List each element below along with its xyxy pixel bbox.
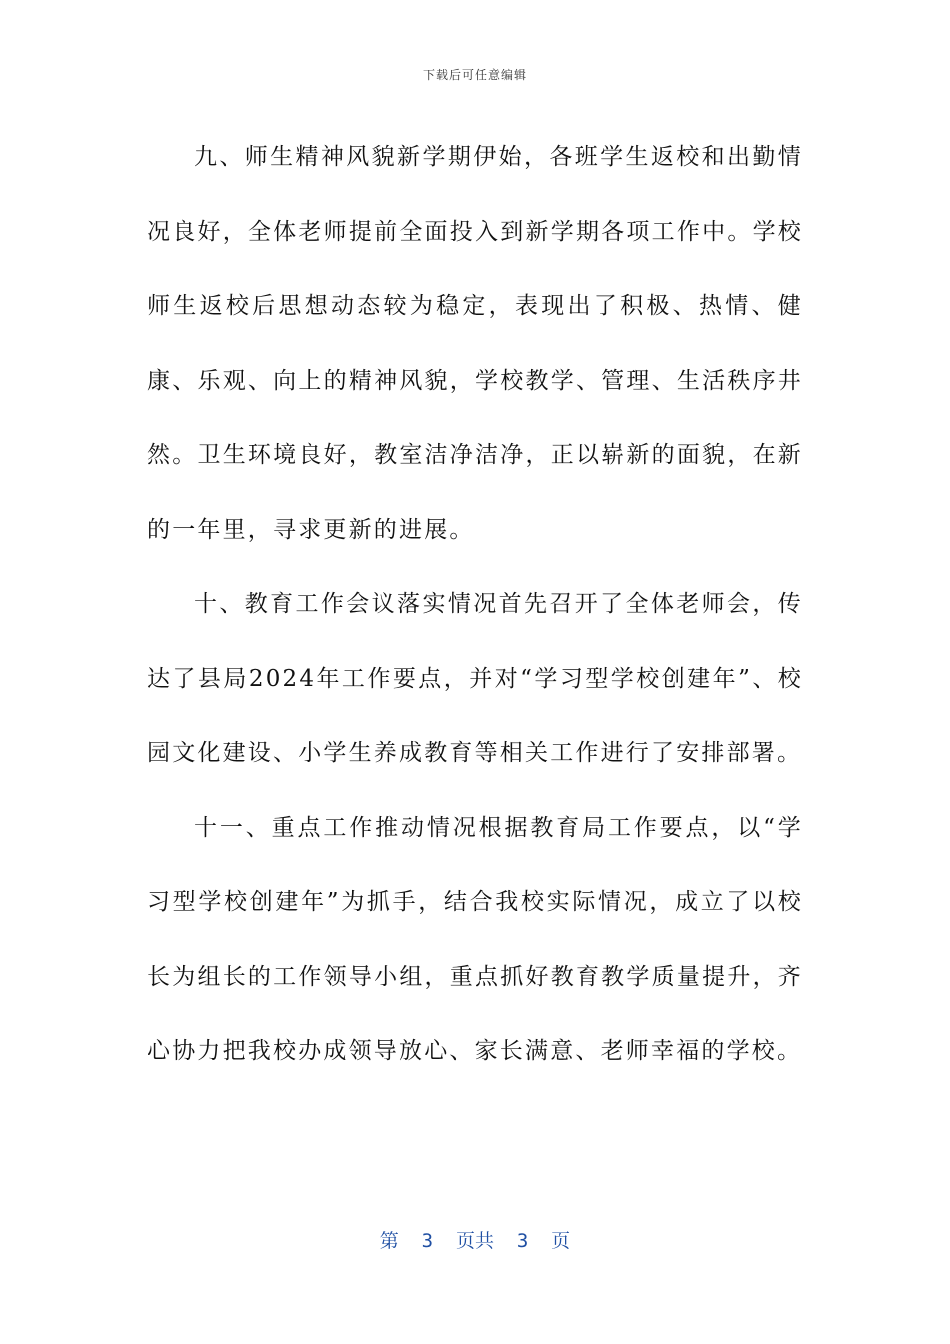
- paragraph-11-key-work-progress: 十一、重点工作推动情况根据教育局工作要点，以“学习型学校创建年”为抓手，结合我校实际情况，成立了以校长为组长的工作领导小组，重点抓好教育教学质量提升，齐心协力把我校办成领导放心、家长满意、老师幸福的学校。: [147, 814, 803, 1064]
- paragraph-10-meeting-implementation: 十、教育工作会议落实情况首先召开了全体老师会，传达了县局2024年工作要点，并对“学习型学校创建年”、校园文化建设、小学生养成教育等相关工作进行了安排部署。: [147, 591, 803, 766]
- page-header-note: 下载后可任意编辑: [422, 68, 527, 82]
- document-body: [147, 120, 803, 1089]
- paragraph-9-teacher-student-morale: 九、师生精神风貌新学期伊始，各班学生返校和出勤情况良好，全体老师提前全面投入到新学期各项工作中。学校师生返校后思想动态较为稳定，表现出了积极、热情、健康、乐观、向上的精神风貌，学校教学、管理、生活秩序井然。卫生环境良好，教室洁净洁净，正以崭新的面貌，在新的一年里，寻求更新的进展。: [147, 144, 803, 543]
- page-number-footer: 第 3 页共 3 页: [379, 1230, 571, 1252]
